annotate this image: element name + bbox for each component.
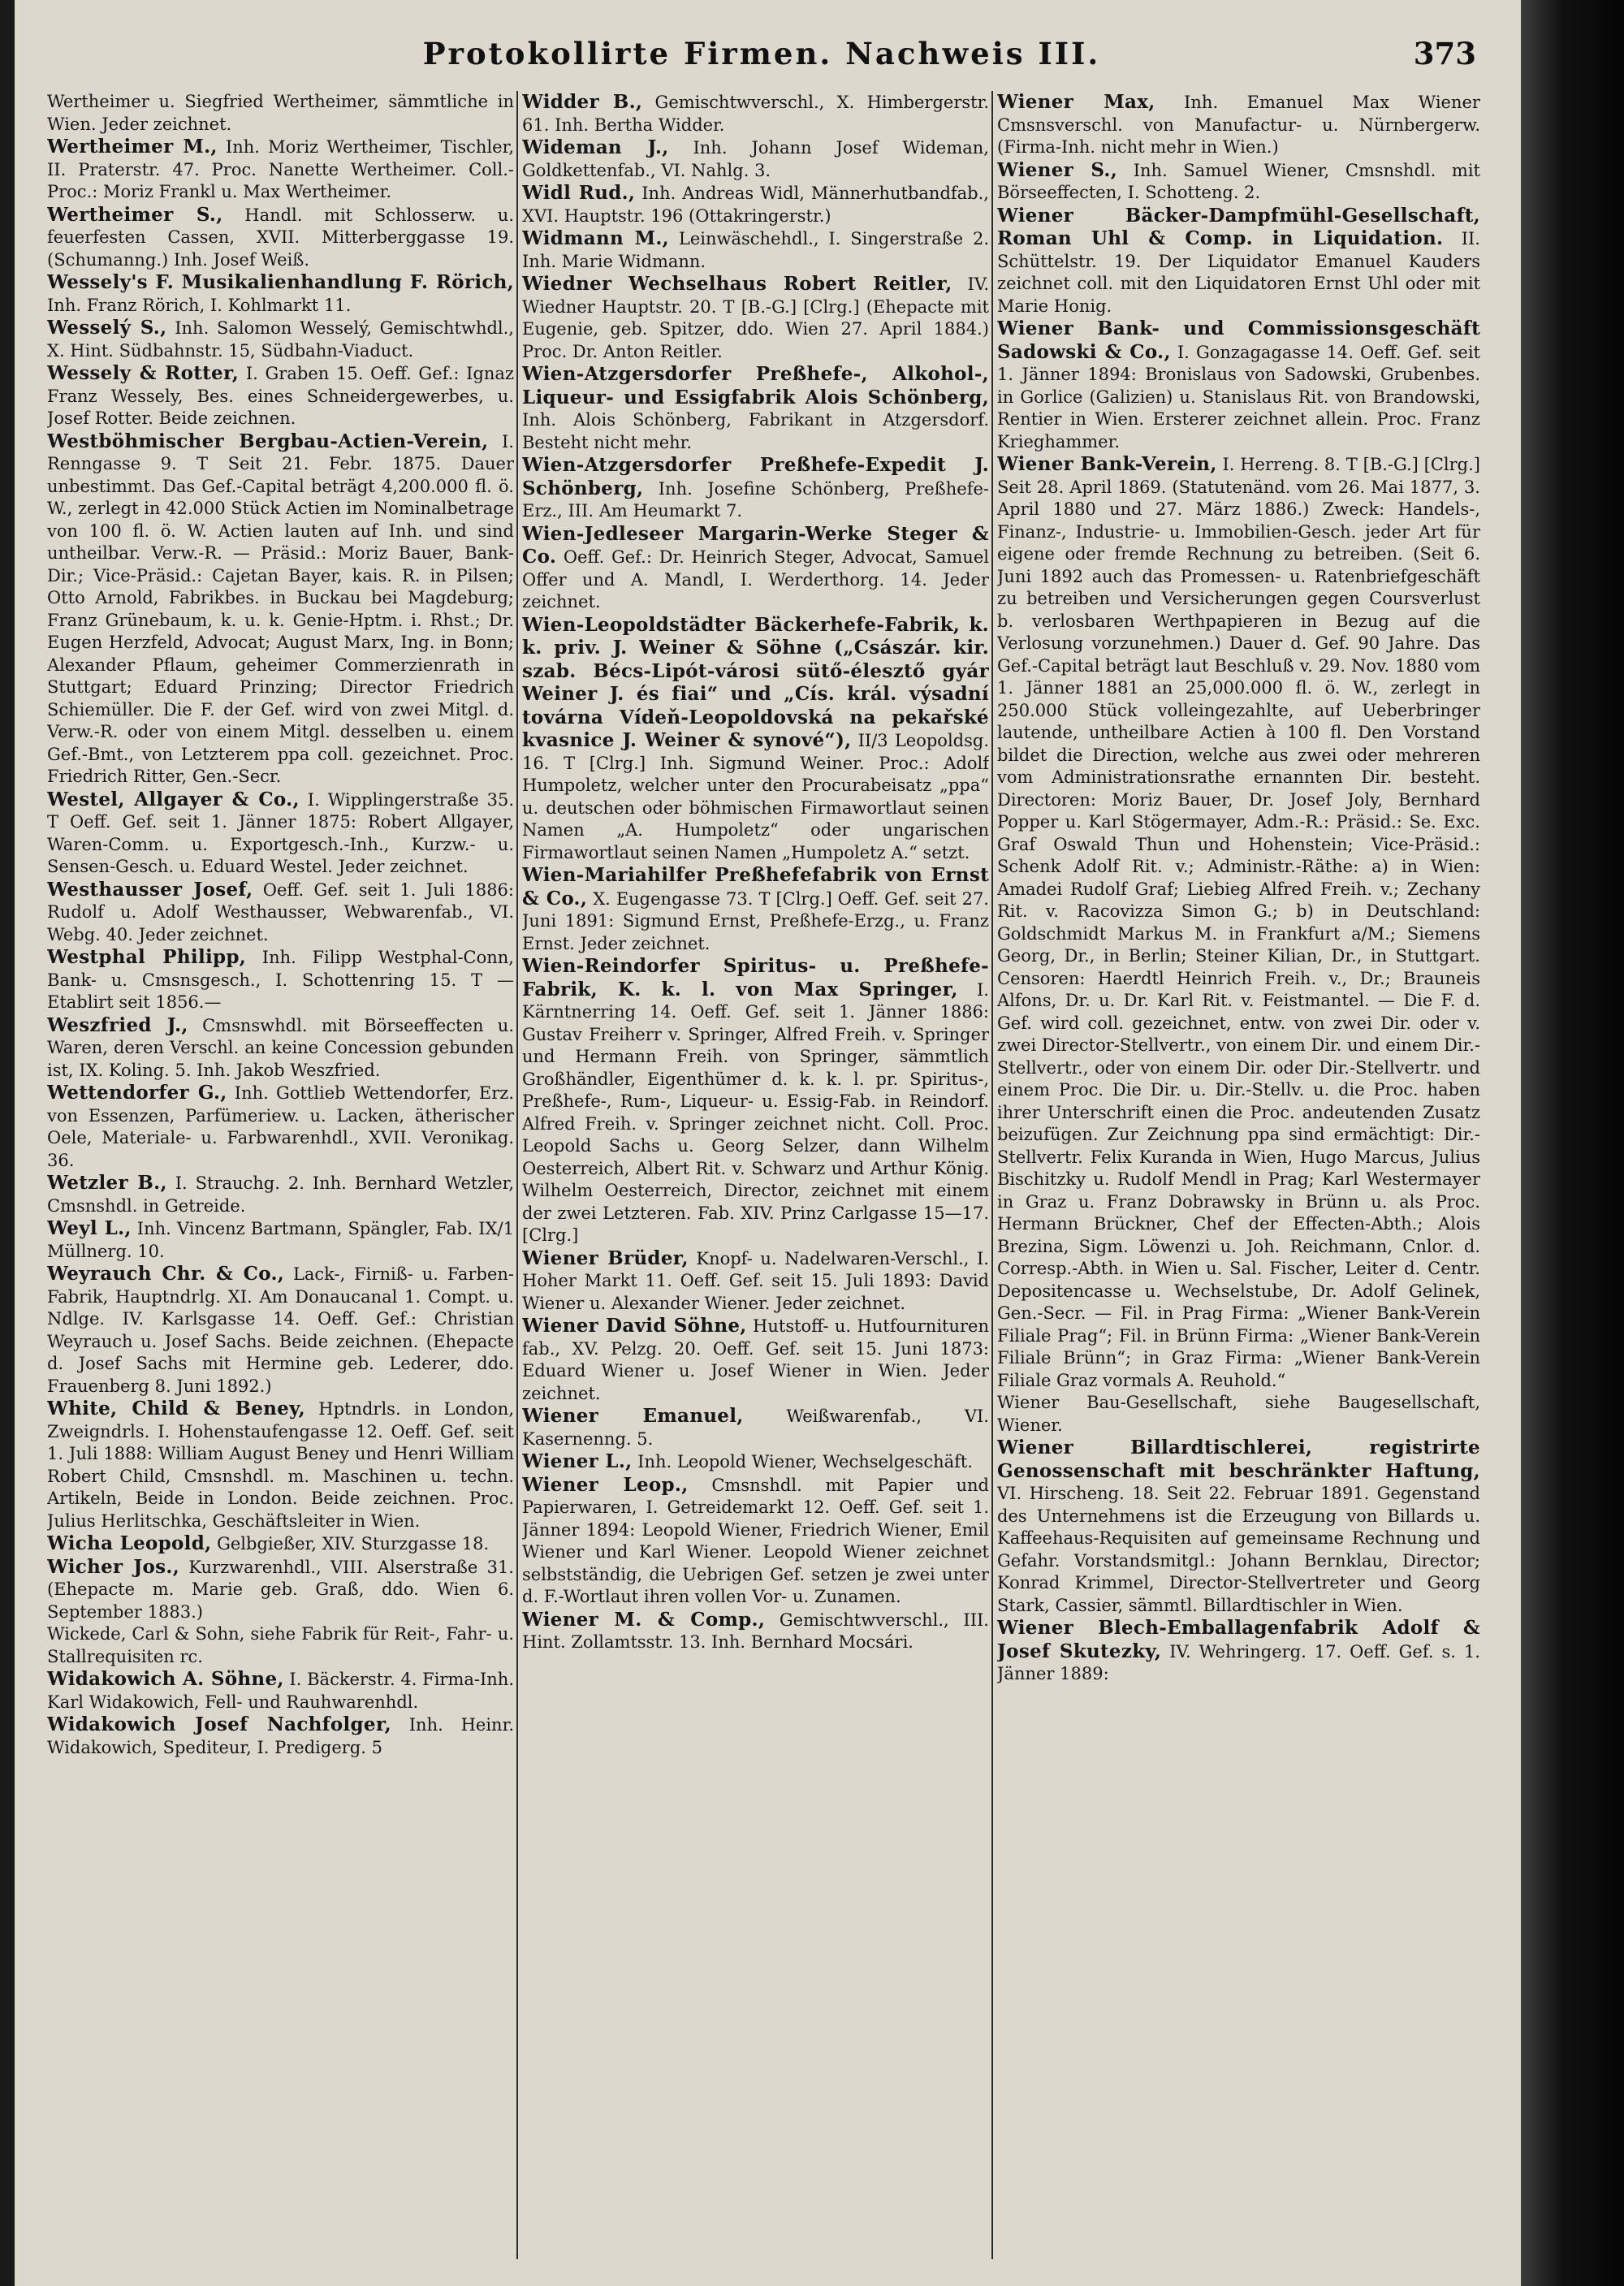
directory-entry [47, 1556, 514, 1624]
firm-name: Wessely & Rotter, [47, 362, 240, 384]
directory-entry [47, 1398, 514, 1532]
entry-text: Inh. Alois Schönberg, Fabrikant in Atzgersdorf. Besteht nicht mehr. [522, 410, 989, 452]
firm-name: Wicha Leopold, [47, 1532, 212, 1554]
entry-text: X. Eugengasse 73. T [Clrg.] Oeff. Gef. seit 27. Juni 1891: Sigmund Ernst, Preßhefe-Erzg., u. Franz Ernst. Jeder zeichnet. [522, 888, 989, 953]
entry-text: Wickede, Carl & Sohn, siehe Fabrik für Reit-, Fahr- u. Stallrequisiten rc. [47, 1624, 514, 1666]
entry-text: Inh. Salomon Wesselý, Gemischtwhdl., X. Hint. Südbahnstr. 15, Südbahn-Viaduct. [47, 318, 514, 361]
directory-entry [47, 1172, 514, 1217]
entry-text: Gelbgießer, XIV. Sturzgasse 18. [217, 1534, 490, 1554]
firm-name: Wiener Brüder, [522, 1247, 689, 1269]
entry-text: Wiener Bau-Gesellschaft, siehe Baugesellschaft, Wiener. [997, 1393, 1480, 1435]
firm-name: Wien-Jedleseer Margarin-Werke Steger & Co. [522, 522, 989, 568]
running-title: Protokollirte Firmen. Nachweis III. [422, 36, 1101, 71]
firm-name: Wiener Leop., [522, 1473, 689, 1496]
entry-text: Lack-, Firniß- u. Farben-Fabrik, Hauptndrlg. XI. Am Donaucanal 1. Compt. u. Ndlge. IV. Karlsgasse 14. Oeff. Gef.: Christian Weyrauch u. Josef Sachs. Beide zeichnen. (Ehepacte d. Josef Sachs mit Hermine geb. Lederer, ddo. Frauenberg 8. Juni 1892.) [47, 1264, 514, 1396]
entry-text: Knopf- u. Nadelwaren-Verschl., I. Hoher Markt 11. Oeff. Gef. seit 15. Juli 1893: David Wiener u. Alexander Wiener. Jeder zeichnet. [522, 1248, 989, 1313]
entry-text: IV. Wiedner Hauptstr. 20. T [B.-G.] [Clrg.] (Ehepacte mit Eugenie, geb. Spitzer, ddo. Wien 27. April 1884.) Proc. Dr. Anton Reitler. [522, 274, 989, 361]
directory-entry [47, 1263, 514, 1398]
directory-entry [997, 159, 1480, 205]
directory-entry [522, 955, 989, 1247]
entry-text: Cmsnswhdl. mit Börseeffecten u. Waren, deren Verschl. an keine Concession gebunden ist, IX. Koling. 5. Inh. Jakob Weszfried. [47, 1015, 514, 1080]
directory-entry [47, 1532, 514, 1556]
firm-name: Widakowich Josef Nachfolger, [47, 1713, 391, 1735]
page-header [47, 36, 1476, 84]
firm-name: Westel, Allgayer & Co., [47, 788, 300, 810]
firm-name: Wiener S., [997, 158, 1118, 181]
directory-entry [47, 789, 514, 879]
entry-text: I. Gonzagagasse 14. Oeff. Gef. seit 1. Jänner 1894: Bronislaus von Sadowski, Grubenbes. in Gorlice (Galizien) u. Stanislaus Rit. von Brandowski, Rentier in Wien. Ersterer zeichnet allein. Proc. Franz Krieghammer. [997, 342, 1480, 452]
directory-entry [47, 1713, 514, 1759]
firm-name: Westböhmischer Bergbau-Actien-Verein, [47, 430, 489, 452]
directory-entry [47, 1082, 514, 1172]
directory-entry [522, 363, 989, 454]
directory-entry [522, 454, 989, 523]
directory-entry [522, 1315, 989, 1405]
firm-name: Wesselý S., [47, 317, 167, 339]
directory-entry [522, 1450, 989, 1474]
directory-entry [47, 91, 514, 136]
entry-text: I. Bäckerstr. 4. Firma-Inh. Karl Widakowich, Fell- und Rauhwarenhdl. [47, 1670, 514, 1712]
directory-entry [997, 1617, 1480, 1686]
firm-name: Wetzler B., [47, 1172, 167, 1194]
firm-name: Weyl L., [47, 1217, 132, 1239]
entry-text: Cmsnshdl. mit Papier und Papierwaren, I. Getreidemarkt 12. Oeff. Gef. seit 1. Jänner 1894: Leopold Wiener, Friedrich Wiener, Emil Wiener und Karl Wiener. Leopold Wiener zeichnet selbstständig, die Uebrigen Gef. setzen je zwei unter d. F.-Wortlaut ihren vollen Vor- u. Zunamen. [522, 1475, 989, 1606]
directory-entry [522, 1405, 989, 1450]
directory-entry [47, 362, 514, 430]
directory-entry [47, 1668, 514, 1713]
entry-text: Inh. Samuel Wiener, Cmsnshdl. mit Börseeffecten, I. Schotteng. 2. [997, 160, 1480, 202]
entry-text: Inh. Filipp Westphal-Conn, Bank- u. Cmsnsgesch., I. Schottenring 15. T —Etablirt seit 1856.— [47, 948, 514, 1012]
firm-name: Wien-Atzgersdorfer Preßhefe-, Alkohol-, Liqueur- und Essigfabrik Alois Schönberg, [522, 363, 989, 408]
entry-text: Inh. Vincenz Bartmann, Spängler, Fab. IX/1 Müllnerg. 10. [47, 1219, 514, 1261]
column-2 [522, 91, 989, 2267]
firm-name: Wideman J., [522, 136, 669, 158]
entry-text: I. Herreng. 8. T [B.-G.] [Clrg.] Seit 28. April 1869. (Statutenänd. vom 26. Mai 1877, 3. April 1880 und 27. März 1886.) Zweck: Handels-, Finanz-, Industrie- u. Immobilien-Gesch. jeder Art für eigene oder fremde Rechnung zu betreiben. (Seit 6. Juni 1892 auch das Promessen- u. Ratenbriefgeschäft zu betreiben und Versicherungen gegen Coursverlust b. verlosbaren Werthpapieren in Bezug auf die Verlosung vorzunehmen.) Dauer d. Gef. 90 Jahre. Das Gef.-Capital beträgt laut Beschluß v. 29. Nov. 1880 vom 1. Jänner 1881 an 25,000.000 fl. ö. W., zerlegt in 250.000 Stück volleingezahlte, auf Ueberbringer lautende, untheilbare Actien à 100 fl. Den Vorstand bildet die Direction, welche aus zwei oder mehreren vom Administrationsrathe ernannten Dir. besteht. Directoren: Moriz Bauer, Dr. Josef Joly, Bernhard Popper u. Karl Stögermayer, Adm.-R.: Präsid.: Se. Exc. Graf Oswald Thun und Hohenstein; Vice-Präsid.: Schenk Adolf Rit. v.; Administr.-Räthe: a) in Wien: Amadei Rudolf Graf; Liebieg Alfred Freih. v.; Zechany Rit. v. Racovizza Simon G.; b) in Deutschland: Goldschmidt Markus M. in Frankfurt a/M.; Siemens Georg, Dr., in Berlin; Steiner Kilian, Dr., in Stuttgart. Censoren: Haerdtl Heinrich Freih. v., Dr.; Brauneis Alfons, Dr. u. Dr. Karl Rit. v. Feistmantel. — Die F. d. Gef. wird coll. gezeichnet, entw. von zwei Dir. oder v. zwei Director-Stellvertr., von einem Dir. und einem Dir.-Stellvertr., oder von einem Dir. oder Dir.-Stellvertr. und einem Proc. Die Dir. u. Dir.-Stellv. u. die Proc. haben ihrer Unterschrift einen die Proc. andeutenden Zusatz beizufügen. Zur Zeichnung ppa sind ermächtigt: Dir.-Stellvertr. Felix Kuranda in Wien, Hugo Marcus, Julius Bischitzky u. Rudolf Mendl in Prag; Karl Westermayer in Graz u. Franz Dobrawsky in Brünn u. als Proc. Hermann Brückner, Chef der Effecten-Abth.; Alois Brezina, Sigm. Löwenzi u. Joh. Reichmann, Cnlor. d. Corresp.-Abth. in Wien u. Sal. Fischer, Leiter d. Centr. Depositencasse u. Wechselstube, Dr. Adolf Gelinek, Gen.-Secr. — Fil. in Prag Firma: „Wiener Bank-Verein Filiale Prag“; Fil. in Brünn Firma: „Wiener Bank-Verein Filiale Brünn“; in Graz Firma: „Wiener Bank-Verein Filiale Graz vormals A. Reuhold.“ [997, 455, 1480, 1390]
entry-text: Inh. Moriz Wertheimer, Tischler, II. Praterstr. 47. Proc. Nanette Wertheimer. Coll.-Proc.: Moriz Frankl u. Max Wertheimer. [47, 137, 514, 201]
directory-entry [47, 430, 514, 789]
firm-name: Weszfried J., [47, 1013, 188, 1036]
firm-name: Wertheimer S., [47, 203, 223, 226]
entry-text: Gemischtwverschl., III. Hint. Zollamtsstr. 13. Inh. Bernhard Mocsári. [522, 1610, 989, 1652]
entry-text: I. Strauchg. 2. Inh. Bernhard Wetzler, Cmsnshdl. in Getreide. [47, 1173, 514, 1216]
directory-entry [522, 227, 989, 273]
firm-name: Wicher Jos., [47, 1555, 180, 1578]
entry-text: Leinwäschehdl., I. Singerstraße 2. Inh. Marie Widmann. [522, 229, 989, 271]
firm-name: Wettendorfer G., [47, 1082, 227, 1104]
firm-name: Wiener Bäcker-Dampfmühl-Gesellschaft, Roman Uhl & Comp. in Liquidation. [997, 204, 1480, 249]
entry-text: I. Graben 15. Oeff. Gef.: Ignaz Franz Wessely, Bes. eines Schneidergewerbes, u. Josef Rotter. Beide zeichnen. [47, 364, 514, 428]
firm-name: Wessely's F. Musikalienhandlung F. Rörich, [47, 271, 514, 293]
firm-name: Widder B., [522, 91, 643, 113]
firm-name: White, Child & Beney, [47, 1398, 305, 1420]
firm-name: Wiener M. & Comp., [522, 1608, 766, 1631]
firm-name: Wiener David Söhne, [522, 1315, 747, 1337]
entry-text: Inh. Heinr. Widakowich, Spediteur, I. Predigerg. 5 [47, 1715, 514, 1757]
directory-entry [522, 523, 989, 614]
directory-entry [997, 205, 1480, 318]
entry-text: Inh. Andreas Widl, Männerhutbandfab., XVI. Hauptstr. 196 (Ottakringerstr.) [522, 184, 989, 226]
firm-name: Westphal Philipp, [47, 946, 247, 968]
column-divider [991, 91, 993, 2259]
column-1 [47, 91, 514, 2267]
directory-entry [997, 1437, 1480, 1617]
firm-name: Wiedner Wechselhaus Robert Reitler, [522, 273, 952, 295]
entry-text: Inh. Gottlieb Wettendorfer, Erz. von Essenzen, Parfümeriew. u. Lacken, ätherischer Oele, Materiale- u. Farbwarenhdl., XVII. Veronikag. 36. [47, 1083, 514, 1170]
entry-text: I. Kärntnerring 14. Oeff. Gef. seit 1. Jänner 1886: Gustav Freiherr v. Springer, Alfred Freih. v. Springer und Hermann Freih. von Springer, sämmtlich Großhändler, Eigenthümer d. k. k. l. pr. Spiritus-, Preßhefe-, Rum-, Liqueur- u. Essig-Fab. in Reindorf. Alfred Freih. v. Springer zeichnet nicht. Coll. Proc. Leopold Sachs u. Georg Selzer, dann Wilhelm Oesterreich, Albert Rit. v. Schwarz und Arthur König. Wilhelm Oesterreich, Director, zeichnet mit einem der zwei Letzteren. Fab. XIV. Prinz Carlgasse 15—17. [Clrg.] [522, 979, 989, 1245]
entry-text: Inh. Emanuel Max Wiener Cmsnsverschl. von Manufactur- u. Nürnbergerw. (Firma-Inh. nicht mehr in Wien.) [997, 93, 1480, 157]
directory-entry [522, 1609, 989, 1654]
entry-text: I. Wipplingerstraße 35. T Oeff. Gef. seit 1. Jänner 1875: Robert Allgayer, Waren-Comm. u. Exportgesch.-Inh., Kurzw.- u. Sensen-Gesch. u. Eduard Westel. Jeder zeichnet. [47, 789, 514, 876]
directory-entry [522, 1474, 989, 1609]
entry-text: Hutstoff- u. Hutfournituren fab., XV. Pelzg. 20. Oeff. Gef. seit 15. Juni 1873: Eduard Wiener u. Josef Wiener in Wien. Jeder zeichnet. [522, 1316, 989, 1403]
directory-entry [522, 136, 989, 182]
entry-text: Gemischtwverschl., X. Himbergerstr. 61. Inh. Bertha Widder. [522, 93, 989, 135]
firm-name: Wiener L., [522, 1450, 633, 1472]
directory-entry [47, 1217, 514, 1263]
firm-name: Wiener Billardtischlerei, registrirte Genossenschaft mit beschränkter Haftung, [997, 1437, 1480, 1482]
firm-name: Wien-Leopoldstädter Bäckerhefe-Fabrik, k. k. priv. J. Weiner & Söhne („Császár. kir. szab. Bécs-Lipót-városi sütő-élesztő gyár Weiner J. és fiai“ und „Cís. král. výsadní továrna Vídeň-Leopoldovská na pekařské kvasnice J. Weiner & synové“), [522, 613, 989, 751]
firm-name: Widl Rud., [522, 182, 636, 204]
column-divider [516, 91, 518, 2259]
directory-entry [47, 946, 514, 1014]
entry-text: Weißwarenfab., VI. Kasernenng. 5. [522, 1407, 989, 1449]
entry-text: Inh. Josefine Schönberg, Preßhefe-Erz., III. Am Heumarkt 7. [522, 478, 989, 521]
firm-name: Westhausser Josef, [47, 878, 253, 901]
directory-entry [522, 91, 989, 136]
entry-text: Kurzwarenhdl., VIII. Alserstraße 31. (Ehepacte m. Marie geb. Graß, ddo. Wien 6. September 1883.) [47, 1557, 514, 1622]
entry-text: Oeff. Gef. seit 1. Juli 1886: Rudolf u. Adolf Westhausser, Webwarenfab., VI. Webg. 40. Jeder zeichnet. [47, 879, 514, 944]
firm-name: Wiener Bank-Verein, [997, 453, 1217, 475]
directory-entry [522, 273, 989, 363]
entry-text: II. Schüttelstr. 19. Der Liquidator Emanuel Kauders zeichnet coll. mit den Liquidatoren Ernst Uhl oder mit Marie Honig. [997, 229, 1480, 316]
directory-entry [997, 453, 1480, 1392]
column-3 [997, 91, 1480, 2267]
firm-name: Wiener Bank- und Commissionsgeschäft Sadowski & Co., [997, 318, 1480, 363]
directory-entry [47, 1623, 514, 1668]
firm-name: Wien-Reindorfer Spiritus- u. Preßhefe-Fabrik, K. k. l. von Max Springer, [522, 955, 989, 1000]
directory-entry [522, 182, 989, 227]
directory-entry [997, 91, 1480, 159]
entry-text: Handl. mit Schlosserw. u. feuerfesten Cassen, XVII. Mitterberggasse 19. (Schumanng.) Inh. Josef Weiß. [47, 205, 514, 270]
firm-name: Wiener Max, [997, 91, 1155, 113]
firm-name: Wiener Emanuel, [522, 1405, 744, 1427]
entry-text: Inh. Leopold Wiener, Wechselgeschäft. [637, 1452, 974, 1471]
firm-name: Wertheimer M., [47, 136, 218, 158]
directory-entry [47, 271, 514, 317]
firm-name: Widmann M., [522, 227, 669, 249]
directory-entry [47, 317, 514, 362]
entry-text: IV. Wehringerg. 17. Oeff. Gef. s. 1. Jänner 1889: [997, 1641, 1480, 1683]
scan-edge [1521, 0, 1624, 2286]
document-page [15, 0, 1521, 2286]
directory-entry [522, 864, 989, 955]
entry-text: Oeff. Gef.: Dr. Heinrich Steger, Advocat, Samuel Offer und A. Mandl, I. Werderthorg. 14. Jeder zeichnet. [522, 547, 989, 611]
firm-name: Weyrauch Chr. & Co., [47, 1263, 285, 1285]
directory-entry [997, 1392, 1480, 1437]
directory-entry [47, 879, 514, 947]
entry-text: Hptndrls. in London, Zweigndrls. I. Hohenstaufengasse 12. Oeff. Gef. seit 1. Juli 1888: William August Beney und Henri William Robert Child, Cmsnshdl. m. Maschinen u. techn. Artikeln, Beide in London. Beide zeichnen. Proc. Julius Herlitschka, Geschäftsleiter in Wien. [47, 1399, 514, 1531]
firm-name: Wiener Blech-Emballagenfabrik Adolf & Josef Skutezky, [997, 1617, 1480, 1662]
directory-entry [47, 136, 514, 204]
firm-name: Wien-Atzgersdorfer Preßhefe-Expedit J. Schönberg, [522, 454, 989, 499]
entry-text: II/3 Leopoldsg. 16. T [Clrg.] Inh. Sigmund Weiner. Proc.: Adolf Humpoletz, welcher unter den Procurabeisatz „ppa“ u. deutschen oder böhmischen Firmawortlaut seinen Namen „A. Humpoletz“ oder ungarischen Firmawortlaut seinen Namen „Humpoletz A.“ setzt. [522, 731, 989, 862]
entry-text: Inh. Johann Josef Wideman, Goldkettenfab., VI. Nahlg. 3. [522, 138, 989, 180]
page-number: 373 [1413, 36, 1476, 71]
entry-text: VI. Hirscheng. 18. Seit 22. Februar 1891. Gegenstand des Unternehmens ist die Erzeugung von Billards u. Kaffeehaus-Requisiten auf gemeinsame Rechnung und Gefahr. Vorstandsmitgl.: Johann Bernklau, Director; Konrad Krimmel, Director-Stellvertreter und Georg Stark, Cassier, sämmtl. Billardtischler in Wien. [997, 1484, 1480, 1615]
directory-entry [47, 1014, 514, 1083]
directory-entry [997, 318, 1480, 453]
entry-text: Wertheimer u. Siegfried Wertheimer, sämmtliche in Wien. Jeder zeichnet. [47, 92, 514, 134]
entry-text: Inh. Franz Rörich, I. Kohlmarkt 11. [47, 295, 352, 315]
directory-entry [522, 1247, 989, 1316]
firm-name: Wien-Mariahilfer Preßhefefabrik von Ernst & Co., [522, 864, 989, 910]
firm-name: Widakowich A. Söhne, [47, 1668, 284, 1690]
directory-entry [47, 204, 514, 272]
directory-entry [522, 614, 989, 865]
entry-text: I. Renngasse 9. T Seit 21. Febr. 1875. Dauer unbestimmt. Das Gef.-Capital beträgt 4,200.000 fl. ö. W., zerlegt in 42.000 Stück Actien im Nominalbetrage von 100 fl. ö. W. Actien lauten auf Inh. und sind untheilbar. Verw.-R. — Präsid.: Moriz Bauer, Bank-Dir.; Vice-Präsid.: Cajetan Bayer, kais. R. in Pilsen; Otto Arnold, Fabrikbes. in Buckau bei Magdeburg; Franz Grünebaum, k. u. k. Genie-Hptm. i. Rhst.; Dr. Eugen Herzfeld, Advocat; August Marx, Ing. in Bonn; Alexander Pflaum, geheimer Commerzienrath in Stuttgart; Eduard Prinzing; Director Friedrich Schiemüller. Die F. der Gef. wird von zwei Mitgl. d. Verw.-R. oder von einem Mitgl. desselben u. einem Gef.-Bmt., von Letzterem ppa coll. gezeichnet. Proc. Friedrich Ritter, Gen.-Secr. [47, 431, 514, 786]
